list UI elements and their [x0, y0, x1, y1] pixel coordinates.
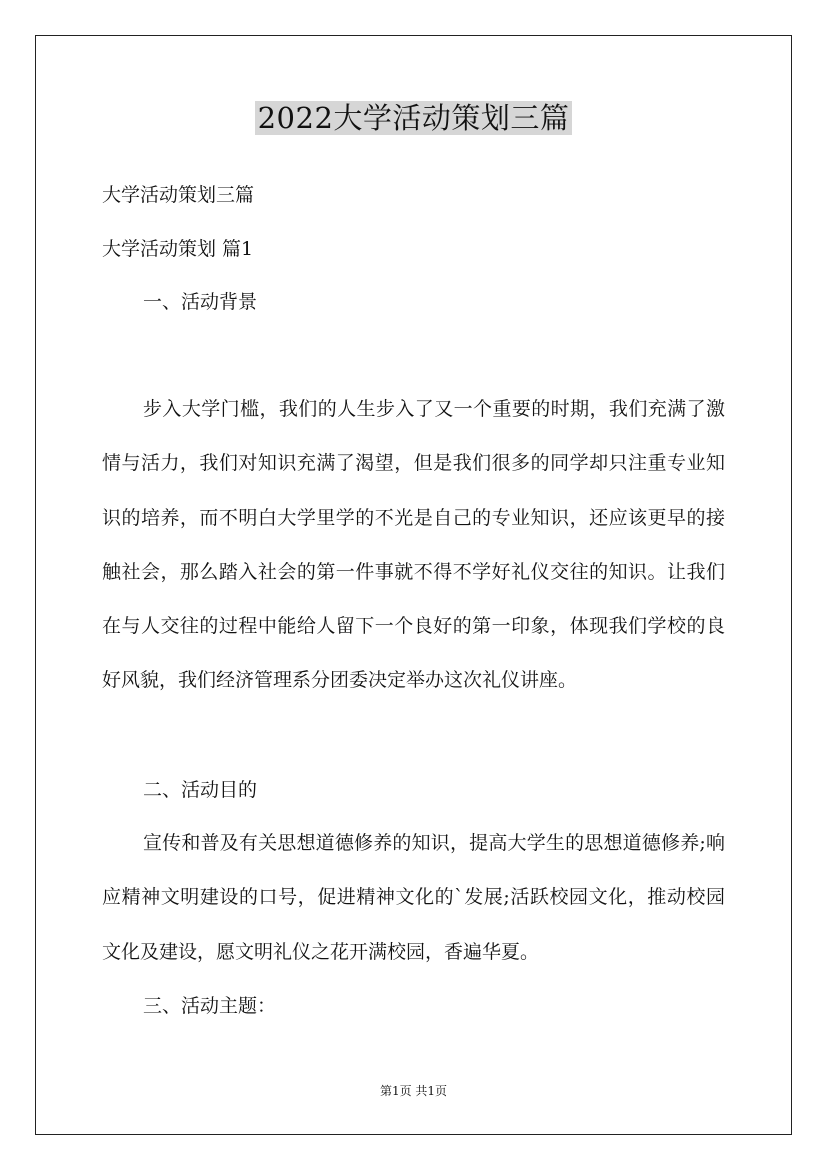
section-heading-theme: 三、活动主题： [143, 995, 277, 1017]
section-paragraph-background: 步入大学门槛，我们的人生步入了又一个重要的时期，我们充满了激情与活力，我们对知识充满了渴望，但是我们很多的同学却只注重专业知识的培养，而不明白大学里学的不光是自己的专业知识，还应该更早的接触社会，那么踏入社会的第一件事就不得不学好礼仪交往的知识。让我们在与人交往的过程中能给人留下一个良好的第一印象，体现我们学校的良好风貌，我们经济管理系分团委决定举办这次礼仪讲座。 [102, 398, 725, 692]
page-footer: 第1页 共1页 [379, 1084, 448, 1098]
document-title-wrapper [0, 96, 827, 140]
document-subtitle: 大学活动策划三篇 [102, 184, 255, 206]
document-title: 2022大学活动策划三篇 [255, 101, 573, 135]
section-heading-purpose: 二、活动目的 [143, 779, 258, 801]
section-paragraph-purpose: 宣传和普及有关思想道德修养的知识，提高大学生的思想道德修养;响应精神文明建设的口号，促进精神文化的`发展;活跃校园文化，推动校园文化及建设，愿文明礼仪之花开满校园，香遍华夏。 [102, 832, 725, 963]
section-heading-background: 一、活动背景 [143, 291, 258, 313]
part-label: 大学活动策划 篇1 [102, 238, 254, 260]
